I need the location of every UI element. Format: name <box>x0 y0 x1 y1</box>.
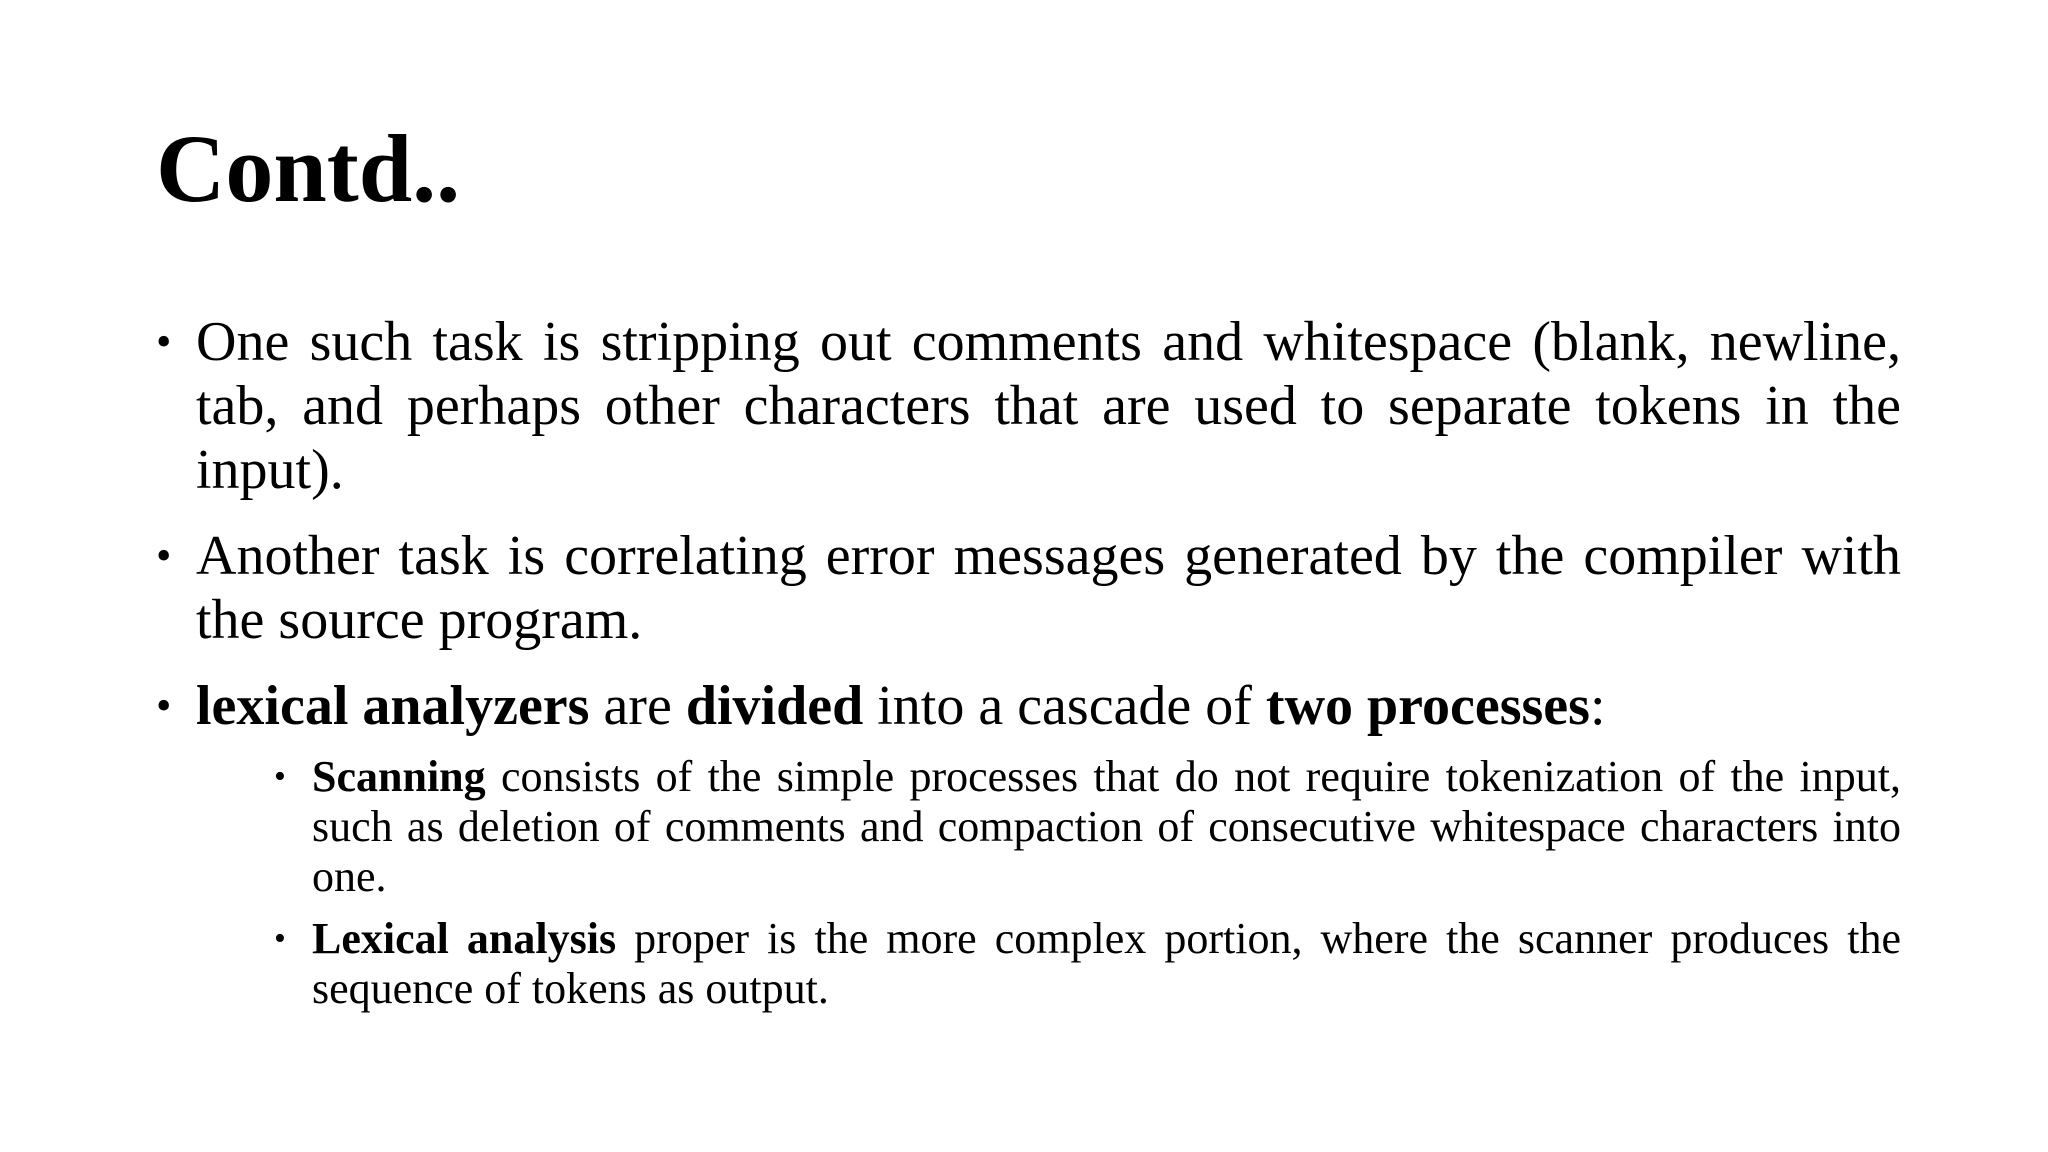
bullet-item <box>156 524 1901 652</box>
term-two-processes: two processes <box>1265 675 1590 737</box>
term-lexical-analysis: Lexical analysis <box>312 914 617 963</box>
sub-bullet-text: proper is the more complex portion, where the scanner produces the sequence of tokens as output. <box>312 914 1901 1013</box>
bullet-text: into a cascade of <box>863 675 1266 737</box>
bullet-item <box>156 674 1901 1014</box>
sub-bullet-text: consists of the simple processes that do not require tokenization of the input, such as deletion of comments and compaction of consecutive whitespace characters into one. <box>312 752 1901 901</box>
term-scanning: Scanning <box>312 752 486 801</box>
term-lexical-analyzers: lexical analyzers <box>196 675 590 737</box>
bullet-text: : <box>1589 675 1606 737</box>
bullet-list <box>156 310 1901 1036</box>
term-divided: divided <box>685 675 864 737</box>
bullet-item <box>156 310 1901 502</box>
bullet-text: One such task is stripping out comments and whitespace (blank, newline, tab, and perhaps other characters that are used to separate tokens in the input). <box>196 311 1901 501</box>
sub-bullet-list <box>274 752 1901 1014</box>
slide-title: Contd.. <box>156 115 461 222</box>
bullet-text: Another task is correlating error messages generated by the compiler with the source program. <box>196 525 1901 651</box>
sub-bullet-item <box>274 914 1901 1014</box>
bullet-text: are <box>589 675 686 737</box>
sub-bullet-item <box>274 752 1901 902</box>
